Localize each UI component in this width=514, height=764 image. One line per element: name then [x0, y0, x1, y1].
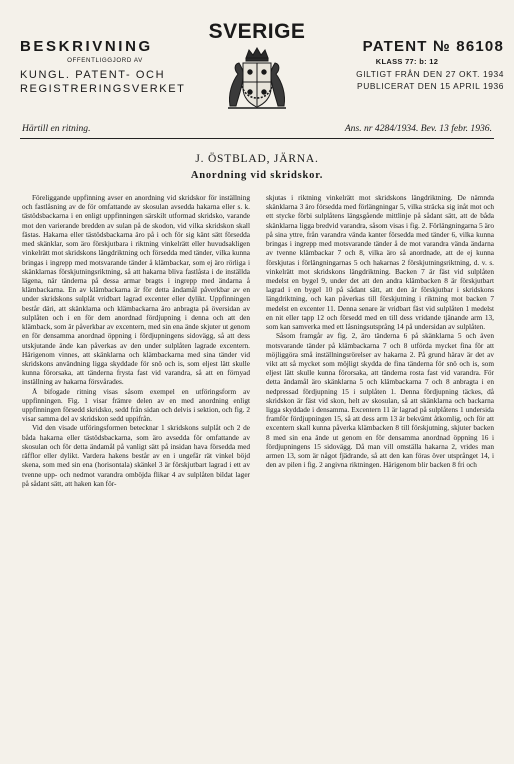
- coat-of-arms-icon: [222, 44, 292, 116]
- header-left-block: [20, 38, 190, 96]
- office-name-line-2: REGISTRERINGSVERKET: [20, 83, 186, 95]
- patent-number: PATENT № 86108: [362, 38, 504, 55]
- patent-title: Anordning vid skridskor.: [190, 170, 324, 181]
- document-type: BESKRIVNING: [20, 38, 153, 55]
- paragraph: Vid den visade utföringsformen betecknar 1 skridskons sulplåt och 2 de båda hakarna eller tästödsbackarna, som äro avsedda för omfattande av skosulan och för detta ändamål på vanligt sätt på insidan hava försedda med räfflor eller dylikt. Vardera hakens består av en i ungefär rät vinkel böjd skena, som med sin ena (horisontala) skänkel 3 är förskjutbart lagrad i ett av tvenne upp- och nedmot varandra omböjda flikar 4 av sulplåten bildat lager på sådant sätt, att haken kan för-: [22, 423, 250, 488]
- application-number: Ans. nr 4284/1934. Bev. 13 febr. 1936.: [344, 123, 492, 134]
- paragraph: skjutas i riktning vinkelrätt mot skridskons längdriktning. De nämnda skänklarna 3 äro försedda med förlängningar 5, vilka sträcka sig inåt mot och ett stycke förbi sulplåtens längsgående mittlinje på sådant sätt, att de båda skänklarna ligga bredvid varandra, såsom visas i fig. 2. Förlängningarna 5 äro på sina yttre, från varandra vända kanter försedda med tänder 6, vilka kunna bringas i ingrepp med motsvarande tänder å de mot varandra vända ändarna av tvenne klämbackar 7 och 8, vilka äro så anordnade, att de ej kunna förskjutas i förlängningarnas 5 och hakarnas 2 förskjutningsriktning, d. v. s. vinkelrätt mot skridskons längdriktning. Backen 7 är fäst vid sulplåten medelst en bygel 9, under det att den andra klämbacken 8 är förskjutbart lagrad i en bygel 10 på sådant sätt, att den är förskjutbar i skridskons längdriktning, och kan påverkas till förskjutning i riktning mot backen 7 medelst en excenter 11. Denna senare är vridbart fäst vid sulplåten 1 medelst en nit eller tapp 12 och försedd med en till dess vridande tjänande arm 13, som kan samverka med ett låsningsutsprång 14 på undersidan av sulplåten.: [266, 193, 494, 332]
- body-column-right: [266, 193, 494, 759]
- valid-from-date: GILTIGT FRÅN DEN 27 OKT. 1934: [356, 69, 504, 79]
- patent-class: KLASS 77: b: 12: [375, 57, 439, 66]
- paragraph: Såsom framgår av fig. 2, äro tänderna 6 på skänklarna 5 och även motsvarande tänder på klämbackarna 7 och 8 utförda mycket fina för att möjliggöra små inställningsrörelser av hakarna 2. På grund härav är det av vikt att så mycket som möjligt skydda de fina tänderna för snö och is, som eljest lätt skulle kunna förorsaka, att tänderna rosta fast vid varandra. För detta ändamål äro skänklarna 5 och klämbackarna 7 och 8 anbragta i en nedpressad fördjupning 15 i sulplåten 1. Denna fördjupning täckes, då skridskon är fäst vid skon, helt av skosulan, så att skänklarna och backarna ligga skyddade i densamma. Excentern 11 är lagrad på sulplåtens 1 undersida framför fördjupningen 15, så att dess arm 13 är bekvämt åtkomlig, och för att excentern skall kunna påverka klämbacken 8 till förskjutning, skjuter backen 8 med sin ena ände ut genom en för densamma anordnad öppning 16 i fördjupningens 15 sidovägg. Då man vill omställa hakarna 2, vrides man armen 13, som är något fjädrande, så att den kan föras över utsprånget 14, i den av pilen i fig. 2 angivna riktningen. Härigenom blir backen 8 fri och: [266, 331, 494, 470]
- paragraph: Föreliggande uppfinning avser en anordning vid skridskor för inställning och fastlåsning av de för omfattande av skosulan avsedda hakarna eller s. k. tästödsbackarna i en enligt uppfinningen särskilt utformad skridsko, varande mot den varierande bredden av sulan på de skodon, vid vilka skridskon skall fästas. Hakarna eller tästödsbackarna äro på i och för sig känt sätt försedda med skänklar, som äro förskjutbara i riktning vinkelrätt eller huvudsakligen vinkelrätt mot skridskons längdriktning och försedda med tänder, vilka kunna bringas i ingrepp med motsvarande tänder å klämbackar, som ej äro rörliga i skänklarnas förskjutningsriktning, så att hakarna bliva fastlåsta i de inställda lägena, när tänderna på dessa armar bragts i ingrepp med ändarna å klämbackarna. En av klämbackarna är för detta ändamål påverkbar av en under skridskons sulplåt vridbart lagrad excenter eller dylikt. Uppfinningen består däri, att skänklarna och klämbackarna äro anbragta på översidan av sulplåten och i en för dem anordnad fördjupning i denna och att den klämback, som är påverkbar av excentern, med sin ena ände skjuter ut genom en för densamma anordnad öppning i fördjupningens sidovägg, så att dess utskjutande ände kan påverkas av den under sulplåten lagrade excentern. Härigenom vinnes, att skänklarna och klämbackarna med sina tänder vid skridskons användning ligga skyddade för snö och is, som eljest lätt skulle kunna förorsaka, att tänderna frysta fast vid varandra, så att en förnyad inställning av hakarna försvårades.: [22, 193, 250, 387]
- header-divider: [20, 138, 494, 139]
- country-name: SVERIGE: [208, 20, 306, 43]
- header-right-block: [310, 38, 504, 92]
- inventor-name: J. ÖSTBLAD, JÄRNA.: [195, 153, 319, 165]
- drawing-note: Härtill en ritning.: [22, 123, 91, 134]
- document-header: [0, 0, 514, 118]
- published-date: PUBLICERAT DEN 15 APRIL 1936: [357, 81, 504, 91]
- office-name-line-1: KUNGL. PATENT- OCH: [20, 69, 166, 81]
- published-by-label: OFFENTLIGGJORD AV: [67, 57, 143, 64]
- paragraph: Å bifogade ritning visas såsom exempel en utföringsform av uppfinningen. Fig. 1 visar främre delen av en med anordning enligt uppfinningen försedd skridsko, sedd från sidan och delvis i sektion, och fig. 2 visar samma del av skridskon sedd uppifrån.: [22, 386, 250, 424]
- body-column-left: [22, 193, 250, 759]
